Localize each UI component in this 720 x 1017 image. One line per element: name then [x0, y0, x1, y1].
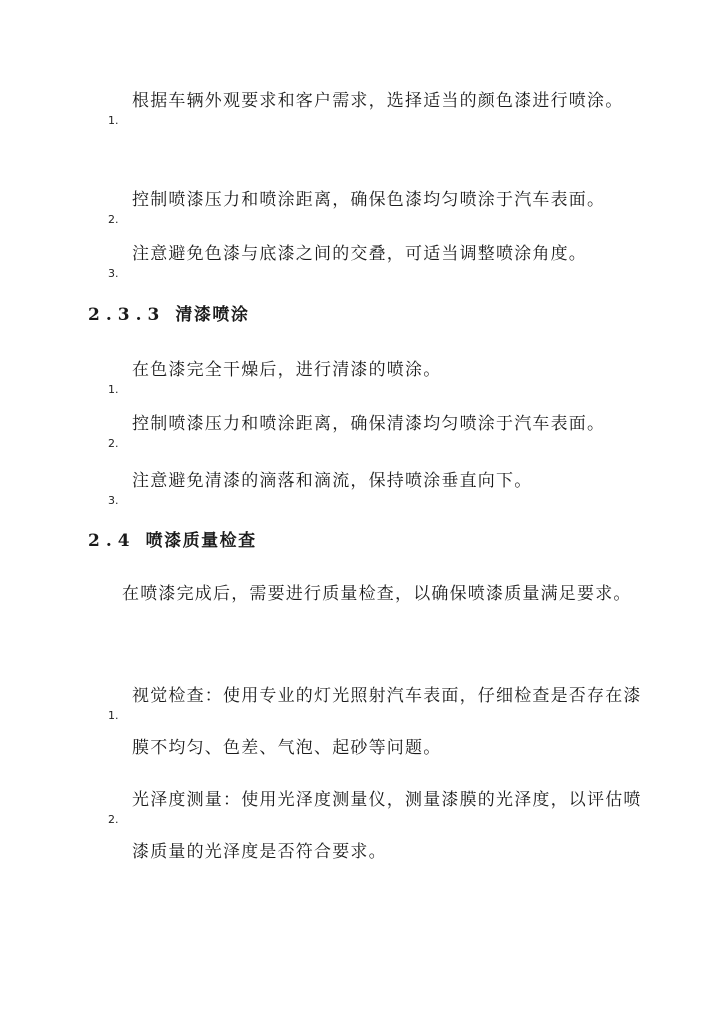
list-number: 3.	[108, 494, 119, 507]
section-title: 清漆喷涂	[175, 305, 250, 325]
list-item	[108, 455, 668, 507]
list-number: 1.	[108, 383, 119, 396]
section-title: 喷漆质量检查	[145, 531, 257, 551]
list-number: 1.	[108, 114, 119, 127]
list-number: 2.	[108, 213, 119, 226]
list-item	[108, 228, 668, 280]
list-text: 光泽度测量：使用光泽度测量仪，测量漆膜的光泽度，以评估喷漆质量的光泽度是否符合要求。	[132, 790, 642, 862]
list-text: 视觉检查：使用专业的灯光照射汽车表面，仔细检查是否存在漆膜不均匀、色差、气泡、起砂等问题。	[132, 686, 642, 758]
list-text: 控制喷漆压力和喷涂距离，确保色漆均匀喷涂于汽车表面。	[132, 190, 606, 210]
list-item	[108, 670, 668, 774]
list-item	[108, 344, 668, 396]
list-text: 在色漆完全干燥后，进行清漆的喷涂。	[132, 360, 442, 380]
section-heading	[88, 526, 257, 551]
list-item	[108, 75, 668, 127]
body-paragraph: 在喷漆完成后，需要进行质量检查，以确保喷漆质量满足要求。	[122, 584, 632, 604]
list-number: 1.	[108, 709, 119, 722]
list-text: 根据车辆外观要求和客户需求，选择适当的颜色漆进行喷涂。	[132, 91, 624, 111]
list-item	[108, 174, 668, 226]
list-number: 3.	[108, 267, 119, 280]
list-item	[108, 774, 668, 878]
list-number: 2.	[108, 437, 119, 450]
section-heading	[88, 300, 249, 325]
section-number: 2.4	[88, 531, 136, 551]
list-text: 注意避免清漆的滴落和滴流，保持喷涂垂直向下。	[132, 471, 533, 491]
list-text: 注意避免色漆与底漆之间的交叠，可适当调整喷涂角度。	[132, 244, 587, 264]
list-text: 控制喷漆压力和喷涂距离，确保清漆均匀喷涂于汽车表面。	[132, 414, 606, 434]
list-item	[108, 398, 668, 450]
list-number: 2.	[108, 813, 119, 826]
section-number: 2.3.3	[88, 305, 166, 325]
